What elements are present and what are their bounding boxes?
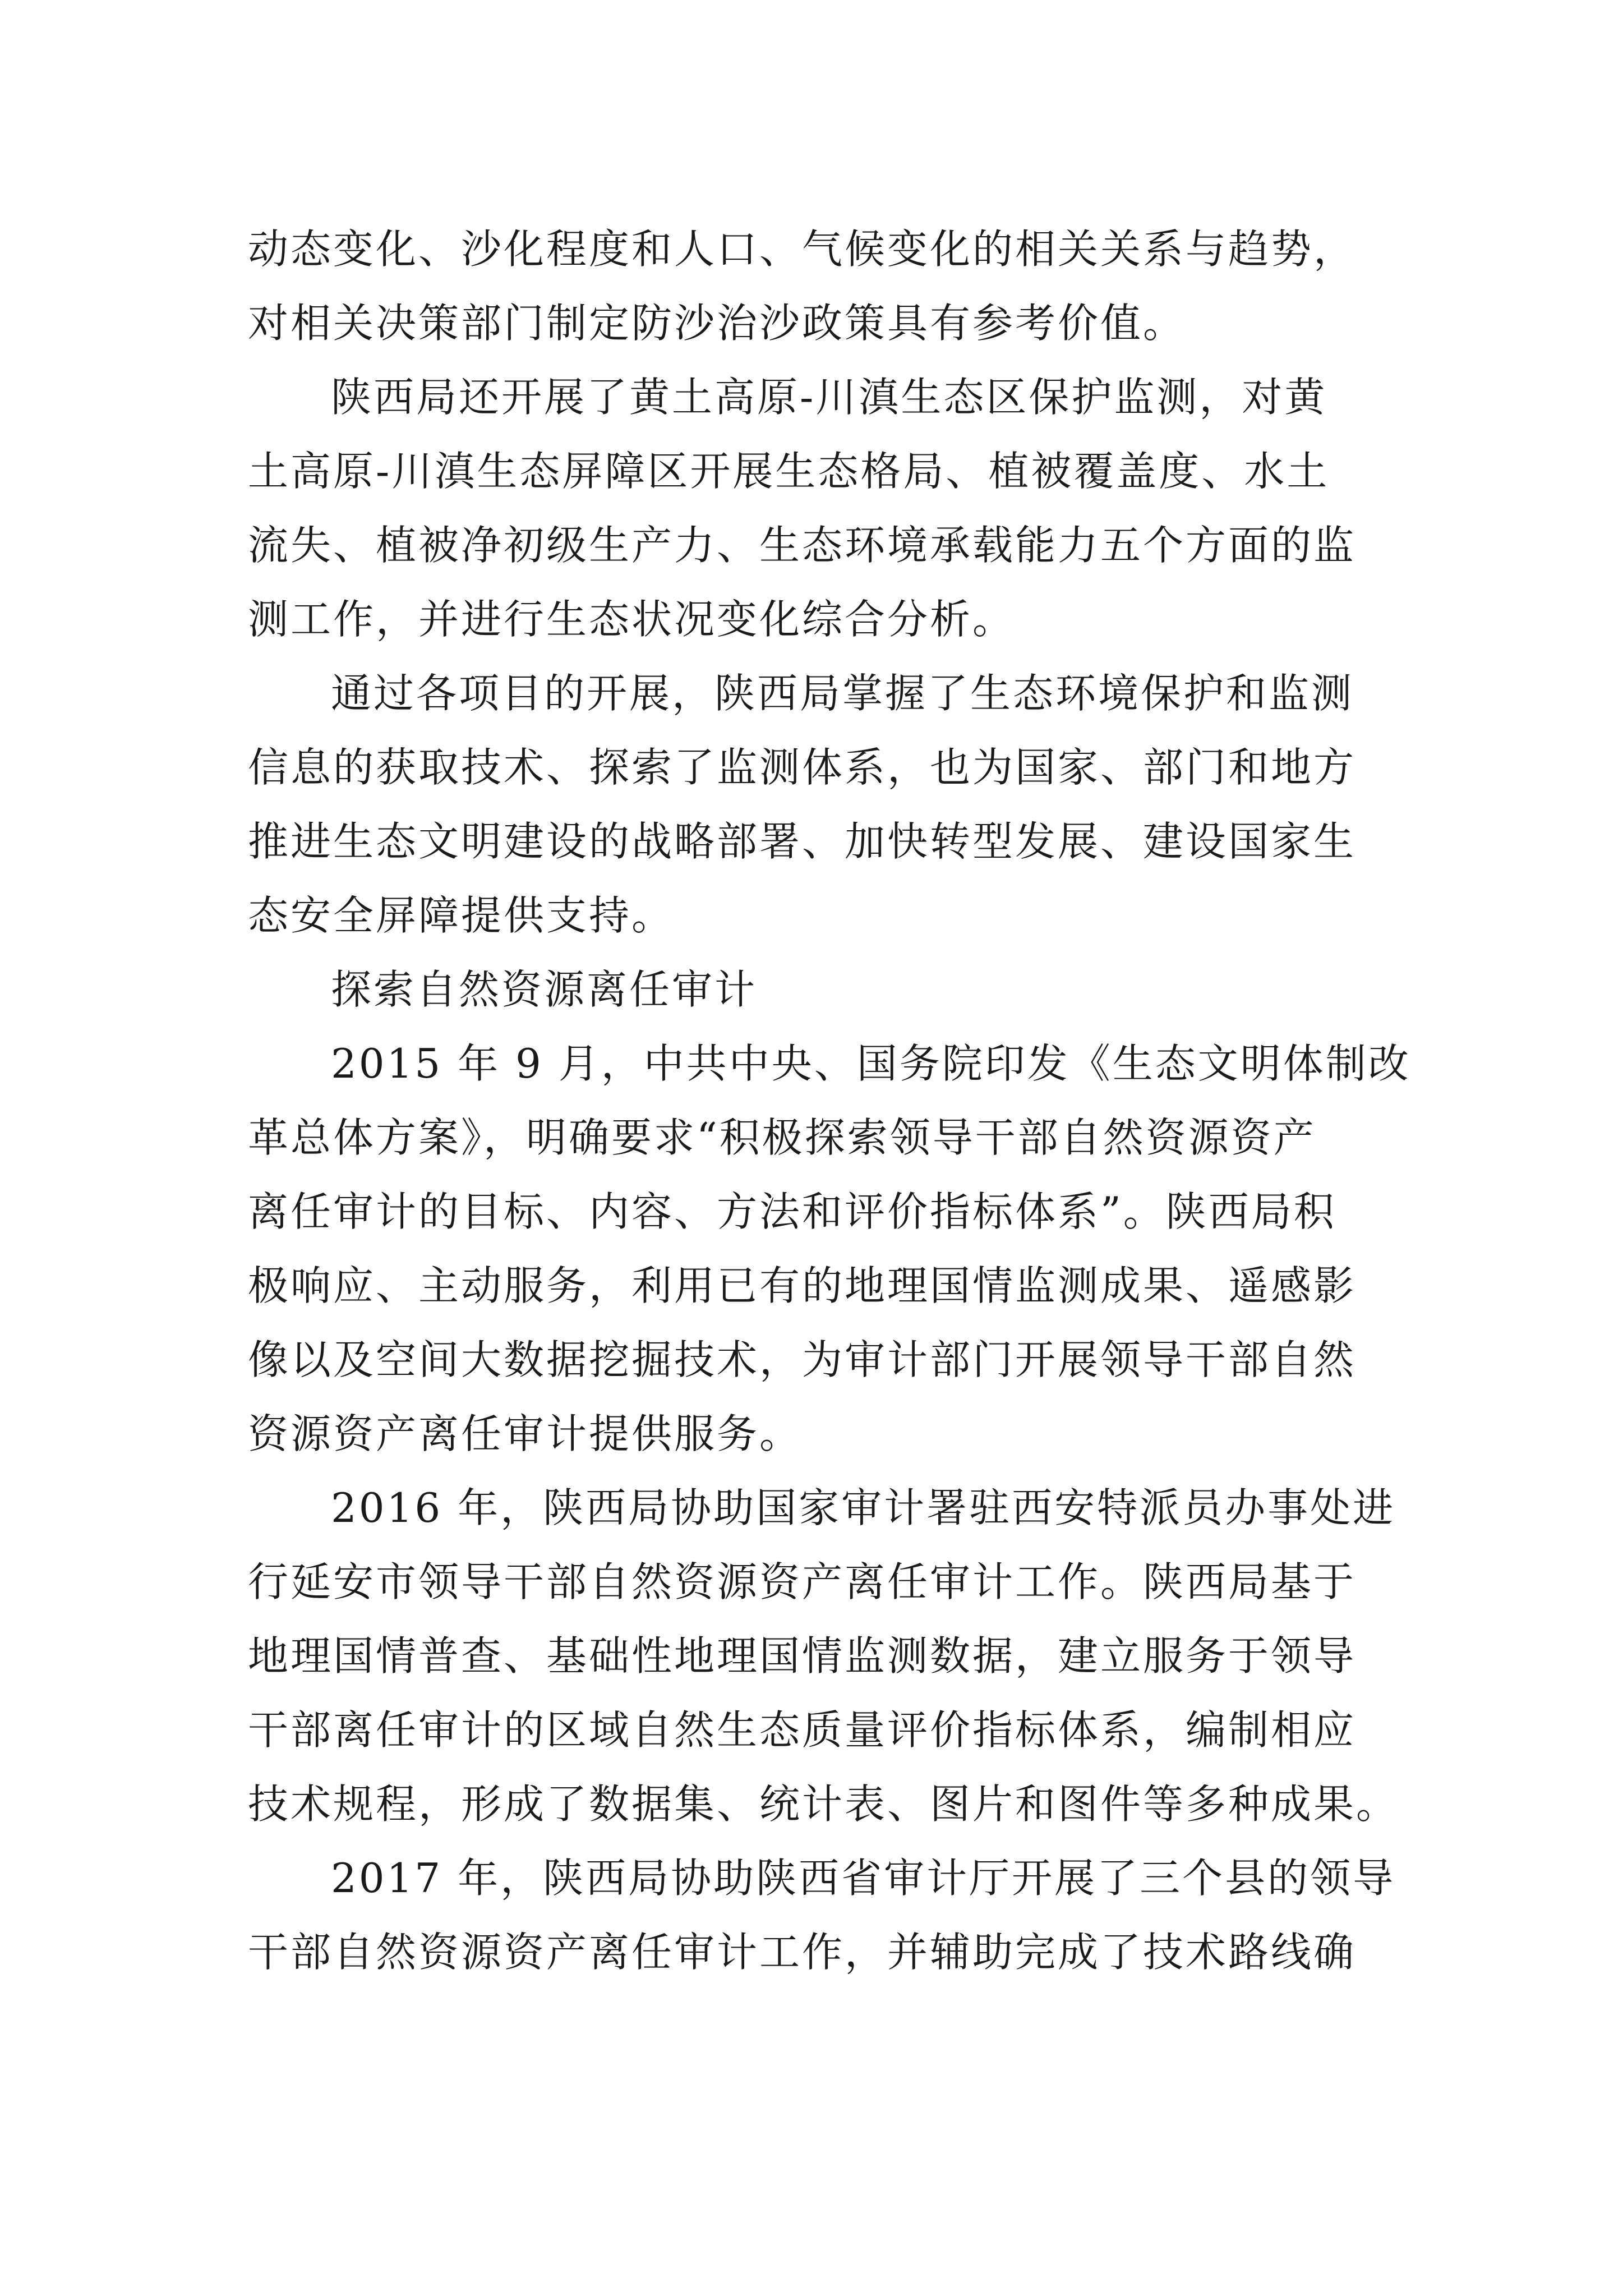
text-line: 测工作，并进行生态状况变化综合分析。 (248, 596, 1016, 643)
document-body (248, 212, 1411, 1989)
text-line: 革总体方案》，明确要求“积极探索领导干部自然资源资产 (248, 1114, 1316, 1161)
text-line: 干部离任审计的区域自然生态质量评价指标体系，编制相应 (248, 1706, 1357, 1754)
text-line: 土高原-川滇生态屏障区开展生态格局、植被覆盖度、水土 (248, 448, 1330, 495)
text-line: 技术规程，形成了数据集、统计表、图片和图件等多种成果。 (248, 1780, 1399, 1828)
text-line: 流失、植被净初级生产力、生态环境承载能力五个方面的监 (248, 522, 1357, 569)
text-line: 极响应、主动服务，利用已有的地理国情监测成果、遥感影 (248, 1262, 1357, 1309)
text-line: 信息的获取技术、探索了监测体系，也为国家、部门和地方 (248, 744, 1357, 791)
text-line: 资源资产离任审计提供服务。 (248, 1410, 803, 1457)
text-line: 态安全屏障提供支持。 (248, 892, 675, 939)
paragraph-3 (248, 656, 1375, 953)
paragraph-1 (248, 212, 1375, 360)
text-line: 干部自然资源资产离任审计工作，并辅助完成了技术路线确 (248, 1929, 1357, 1976)
paragraph-4 (248, 1027, 1411, 1471)
section-heading (248, 953, 1375, 1027)
text-line: 推进生态文明建设的战略部署、加快转型发展、建设国家生 (248, 818, 1357, 865)
text-line: 像以及空间大数据挖掘技术，为审计部门开展领导干部自然 (248, 1336, 1357, 1383)
text-line: 陕西局还开展了黄土高原-川滇生态区保护监测，对黄 (331, 374, 1327, 421)
text-line: 行延安市领导干部自然资源资产离任审计工作。陕西局基于 (248, 1558, 1357, 1605)
text-line: 通过各项目的开展，陕西局掌握了生态环境保护和监测 (331, 670, 1354, 717)
text-line: 对相关决策部门制定防沙治沙政策具有参考价值。 (248, 300, 1186, 347)
text-line: 2016 年，陕西局协助国家审计署驻西安特派员办事处进 (331, 1484, 1396, 1531)
text-line: 2015 年 9 月，中共中央、国务院印发《生态文明体制改 (331, 1040, 1411, 1087)
section-heading-text: 探索自然资源离任审计 (331, 966, 758, 1013)
paragraph-6 (248, 1841, 1396, 1989)
paragraph-2 (248, 360, 1375, 656)
text-line: 2017 年，陕西局协助陕西省审计厅开展了三个县的领导 (331, 1855, 1396, 1902)
text-line: 地理国情普查、基础性地理国情监测数据，建立服务于领导 (248, 1632, 1357, 1680)
text-line: 动态变化、沙化程度和人口、气候变化的相关关系与趋势， (248, 226, 1357, 273)
text-line: 离任审计的目标、内容、方法和评价指标体系”。陕西局积 (248, 1188, 1336, 1235)
paragraph-5 (248, 1471, 1399, 1841)
